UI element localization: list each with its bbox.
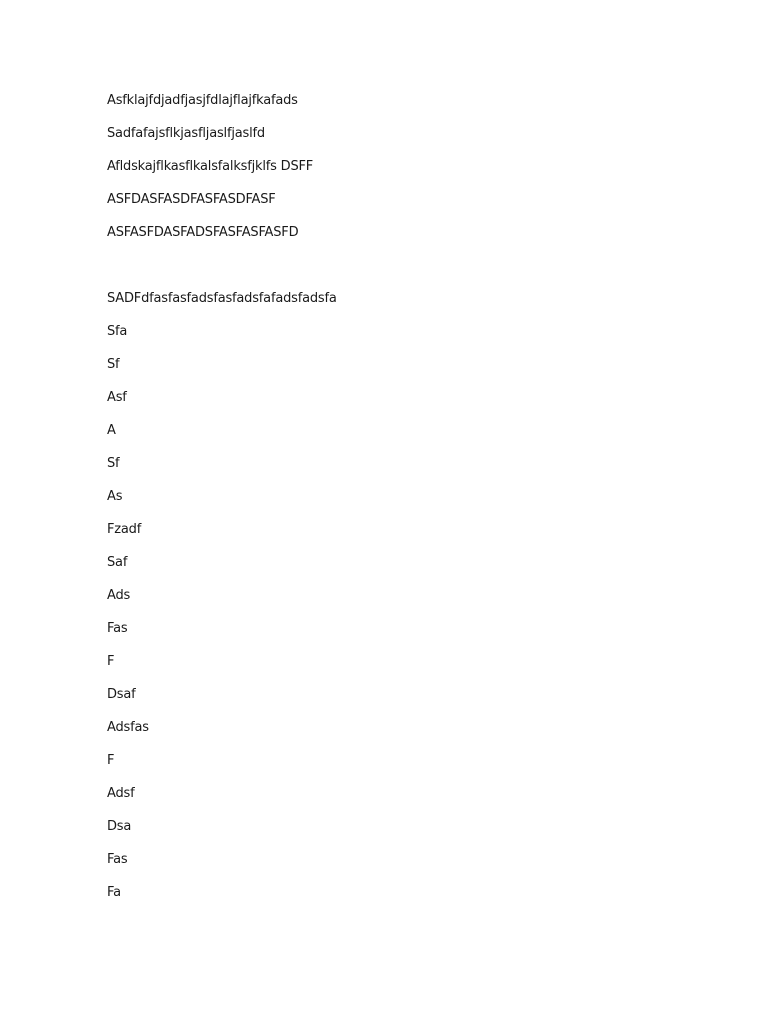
text-line: F [107,654,115,669]
text-line: ASFDASFASDFASFASDFASF [107,192,276,207]
text-line: Sf [107,357,120,372]
text-line: F [107,753,115,768]
text-line: Sf [107,456,120,471]
text-line: Asfklajfdjadfjasjfdlajflajfkafads [107,93,298,108]
blank-line [107,257,707,290]
text-line: Sadfafajsflkjasfljaslfjaslfd [107,126,265,141]
text-line: ASFASFDASFADSFASFASFASFD [107,225,299,240]
text-line: Saf [107,555,128,570]
text-line: Dsaf [107,687,136,702]
text-line: Afldskajflkasflkalsfalksfjklfs DSFF [107,159,314,174]
text-line: Fa [107,885,121,900]
text-line: As [107,489,123,504]
text-line: Dsa [107,819,132,834]
text-line: Sfa [107,324,128,339]
text-line: Fas [107,852,128,867]
text-line: Adsfas [107,720,149,735]
text-line: SADFdfasfasfadsfasfadsfafadsfadsfa [107,291,337,306]
text-line: Ads [107,588,131,603]
document-body [107,92,707,917]
text-line: Fas [107,621,128,636]
text-line: Asf [107,390,127,405]
text-line: Adsf [107,786,135,801]
text-line: Fzadf [107,522,142,537]
text-line: A [107,423,116,438]
